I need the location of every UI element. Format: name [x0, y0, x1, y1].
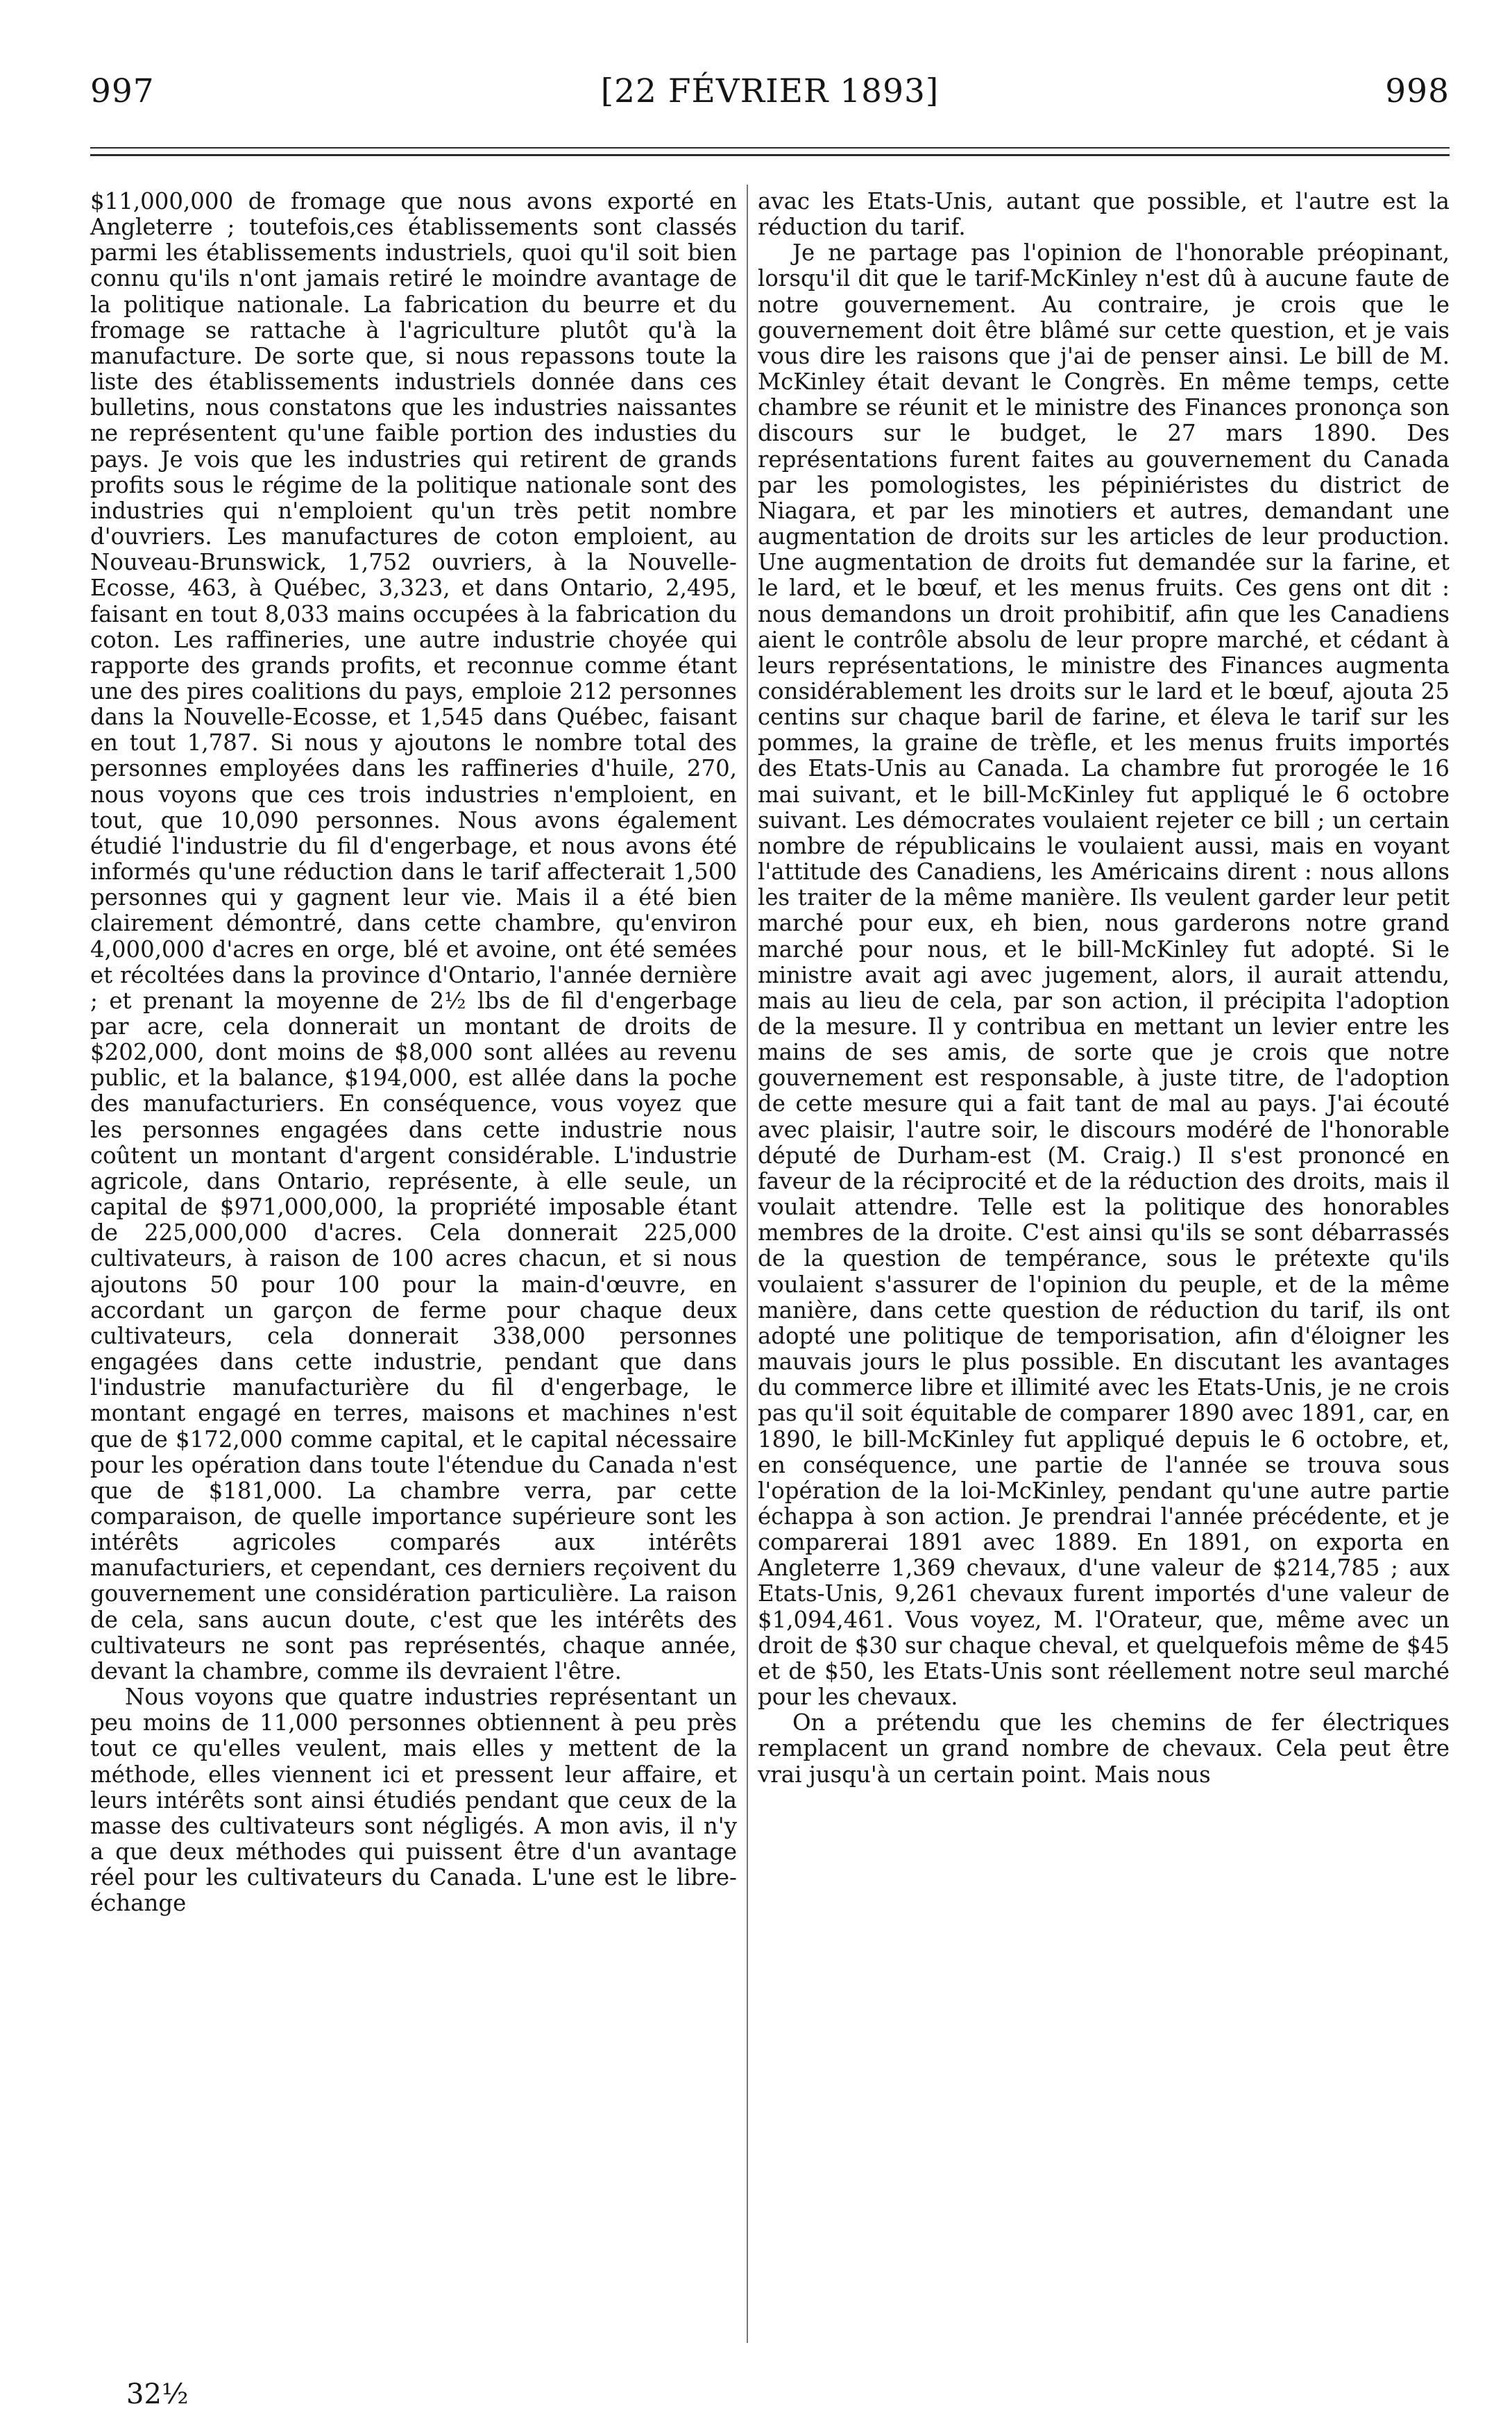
left-paragraph-1: $11,000,000 de fromage que nous avons exporté en Angleterre ; toutefois,ces établissements sont classés parmi les établissements industriels, quoi qu'il soit bien connu qu'ils n'ont jamais retiré le moindre avantage de la politique nationale. La fabrication du beurre et du fromage se rattache à l'agriculture plutôt qu'à la manufacture. De sorte que, si nous repassons toute la liste des établissements industriels donnée dans ces bulletins, nous constatons que les industries naissantes ne représentent qu'une faible portion des industies du pays. Je vois que les industries qui retirent de grands profits sous le régime de la politique nationale sont des industries qui n'emploient qu'un très petit nombre d'ouvriers. Les manufactures de coton emploient, au Nouveau-Brunswick, 1,752 ouvriers, à la Nouvelle-Ecosse, 463, à Québec, 3,323, et dans Ontario, 2,495, faisant en tout 8,033 mains occupées à la fabrication du coton. Les raffineries, une autre industrie choyée qui rapporte des grands profits, et reconnue comme étant une des pires coalitions du pays, emploie 212 personnes dans la Nouvelle-Ecosse, et 1,545 dans Québec, faisant en tout 1,787. Si nous y ajoutons le nombre total des personnes employées dans les raffineries d'huile, 270, nous voyons que ces trois industries n'emploient, en tout, que 10,090 personnes. Nous avons également étudié l'industrie du fil d'engerbage, et nous avons été informés qu'une réduction dans le tarif affecterait 1,500 personnes qui y gagnent leur vie. Mais il a été bien clairement démontré, dans cette chambre, qu'environ 4,000,000 d'acres en orge, blé et avoine, ont été semées et récoltées dans la province d'Ontario, l'année dernière ; et prenant la moyenne de 2½ lbs de fil d'engerbage par acre, cela donnerait un montant de droits de $202,000, dont moins de $8,000 sont allées au revenu public, et la balance, $194,000, est allée dans la poche des manufacturiers. En conséquence, vous voyez que les personnes engagées dans cette industrie nous coûtent un montant d'argent considérable. L'industrie agricole, dans Ontario, représente, à elle seule, un capital de $971,000,000, la propriété imposable étant de 225,000,000 d'acres. Cela donnerait 225,000 cultivateurs, à raison de 100 acres chacun, et si nous ajoutons 50 pour 100 pour la main-d'œuvre, en accordant un garçon de ferme pour chaque deux cultivateurs, cela donnerait 338,000 personnes engagées dans cette industrie, pendant que dans l'industrie manufacturière du fil d'engerbage, le montant engagé en terres, maisons et machines n'est que de $172,000 comme capital, et le capital nécessaire pour les opération dans toute l'étendue du Canada n'est que de $181,000. La chambre verra, par cette comparaison, de quelle importance supérieure sont les intérêts agricoles comparés aux intérêts manufacturiers, et cependant, ces derniers reçoivent du gouvernement une considération particulière. La raison de cela, sans aucun doute, c'est que les intérêts des cultivateurs ne sont pas représentés, chaque année, devant la chambre, comme ils devraient l'être.	[90, 188, 737, 1684]
left-paragraph-2: Nous voyons que quatre industries représentant un peu moins de 11,000 personnes obtiennent à peu près tout ce qu'elles veulent, mais elles y mettent de la méthode, elles viennent ici et pressent leur affaire, et leurs intérêts sont ainsi étudiés pendant que ceux de la masse des cultivateurs sont négligés. A mon avis, il n'y a que deux méthodes qui puissent être d'un avantage réel pour les cultivateurs du Canada. L'une est le libre-échange	[90, 1684, 737, 1917]
left-column	[90, 189, 737, 1916]
right-column	[758, 189, 1450, 1788]
header-rule-thick	[90, 154, 1450, 156]
right-paragraph-2: Je ne partage pas l'opinion de l'honorable préopinant, lorsqu'il dit que le tarif-McKinley n'est dû à aucune faute de notre gouvernement. Au contraire, je crois que le gouvernement doit être blâmé sur cette question, et je vais vous dire les raisons que j'ai de penser ainsi. Le bill de M. McKinley était devant le Congrès. En même temps, cette chambre se réunit et le ministre des Finances prononça son discours sur le budget, le 27 mars 1890. Des représentations furent faites au gouvernement du Canada par les pomologistes, les pépiniéristes du district de Niagara, et par les minotiers et autres, demandant une augmentation de droits sur les articles de leur production. Une augmentation de droits fut demandée sur la farine, et le lard, et le bœuf, et les menus fruits. Ces gens ont dit : nous demandons un droit prohibitif, afin que les Canadiens aient le contrôle absolu de leur propre marché, et cédant à leurs représentations, le ministre des Finances augmenta considérablement les droits sur le lard et le bœuf, ajouta 25 centins sur chaque baril de farine, et éleva le tarif sur les pommes, la graine de trèfle, et les menus fruits importés des Etats-Unis au Canada. La chambre fut prorogée le 16 mai suivant, et le bill-McKinley fut appliqué le 6 octobre suivant. Les démocrates voulaient rejeter ce bill ; un certain nombre de républicains le voulaient aussi, mais en voyant l'attitude des Canadiens, les Américains dirent : nous allons les traiter de la même manière. Ils veulent garder leur petit marché pour eux, eh bien, nous garderons notre grand marché pour nous, et le bill-McKinley fut adopté. Si le ministre avait agi avec jugement, alors, il aurait attendu, mais au lieu de cela, par son action, il précipita l'adoption de la mesure. Il y contribua en mettant un levier entre les mains de ses amis, de sorte que je crois que notre gouvernement est responsable, à juste titre, de l'adoption de cette mesure qui a fait tant de mal au pays. J'ai écouté avec plaisir, l'autre soir, le discours modéré de l'honorable député de Durham-est (M. Craig.) Il s'est prononcé en faveur de la réciprocité et de la réduction des droits, mais il voulait attendre. Telle est la politique des honorables membres de la droite. C'est ainsi qu'ils se sont débarrassés de la question de tempérance, sous le prétexte qu'ils voulaient s'assurer de l'opinion du peuple, et de la même manière, dans cette question de réduction du tarif, ils ont adopté une politique de temporisation, afin d'éloigner les mauvais jours le plus possible. En discutant les avantages du commerce libre et illimité avec les Etats-Unis, je ne crois pas qu'il soit équitable de comparer 1890 avec 1891, car, en 1890, le bill-McKinley fut appliqué depuis le 6 octobre, et, en conséquence, une partie de l'année se trouva sous l'opération de la loi-McKinley, pendant qu'une autre partie échappa à son action. Je prendrai l'année précédente, et je comparerai 1891 avec 1889. En 1891, on exporta en Angleterre 1,369 chevaux, d'une valeur de $214,785 ; aux Etats-Unis, 9,261 chevaux furent importés d'une valeur de $1,094,461. Vous voyez, M. l'Orateur, que, même avec un droit de $30 sur chaque cheval, et quelquefois même de $45 et de $50, les Etats-Unis sont réellement notre seul marché pour les chevaux.	[758, 239, 1450, 1711]
page-number-left: 997	[90, 72, 155, 110]
right-paragraph-1: avac les Etats-Unis, autant que possible, et l'autre est la réduction du tarif.	[758, 188, 1450, 241]
right-paragraph-3: On a prétendu que les chemins de fer électriques remplacent un grand nombre de chevaux. Cela peut être vrai jusqu'à un certain point. Mais nous	[758, 1709, 1450, 1788]
column-divider	[747, 185, 748, 2343]
session-date: [22 FÉVRIER 1893]	[600, 72, 940, 110]
signature-mark: 32½	[126, 2378, 189, 2410]
page-header	[90, 64, 1450, 119]
header-rule-thin	[90, 147, 1450, 149]
page-number-right: 998	[1385, 72, 1450, 110]
